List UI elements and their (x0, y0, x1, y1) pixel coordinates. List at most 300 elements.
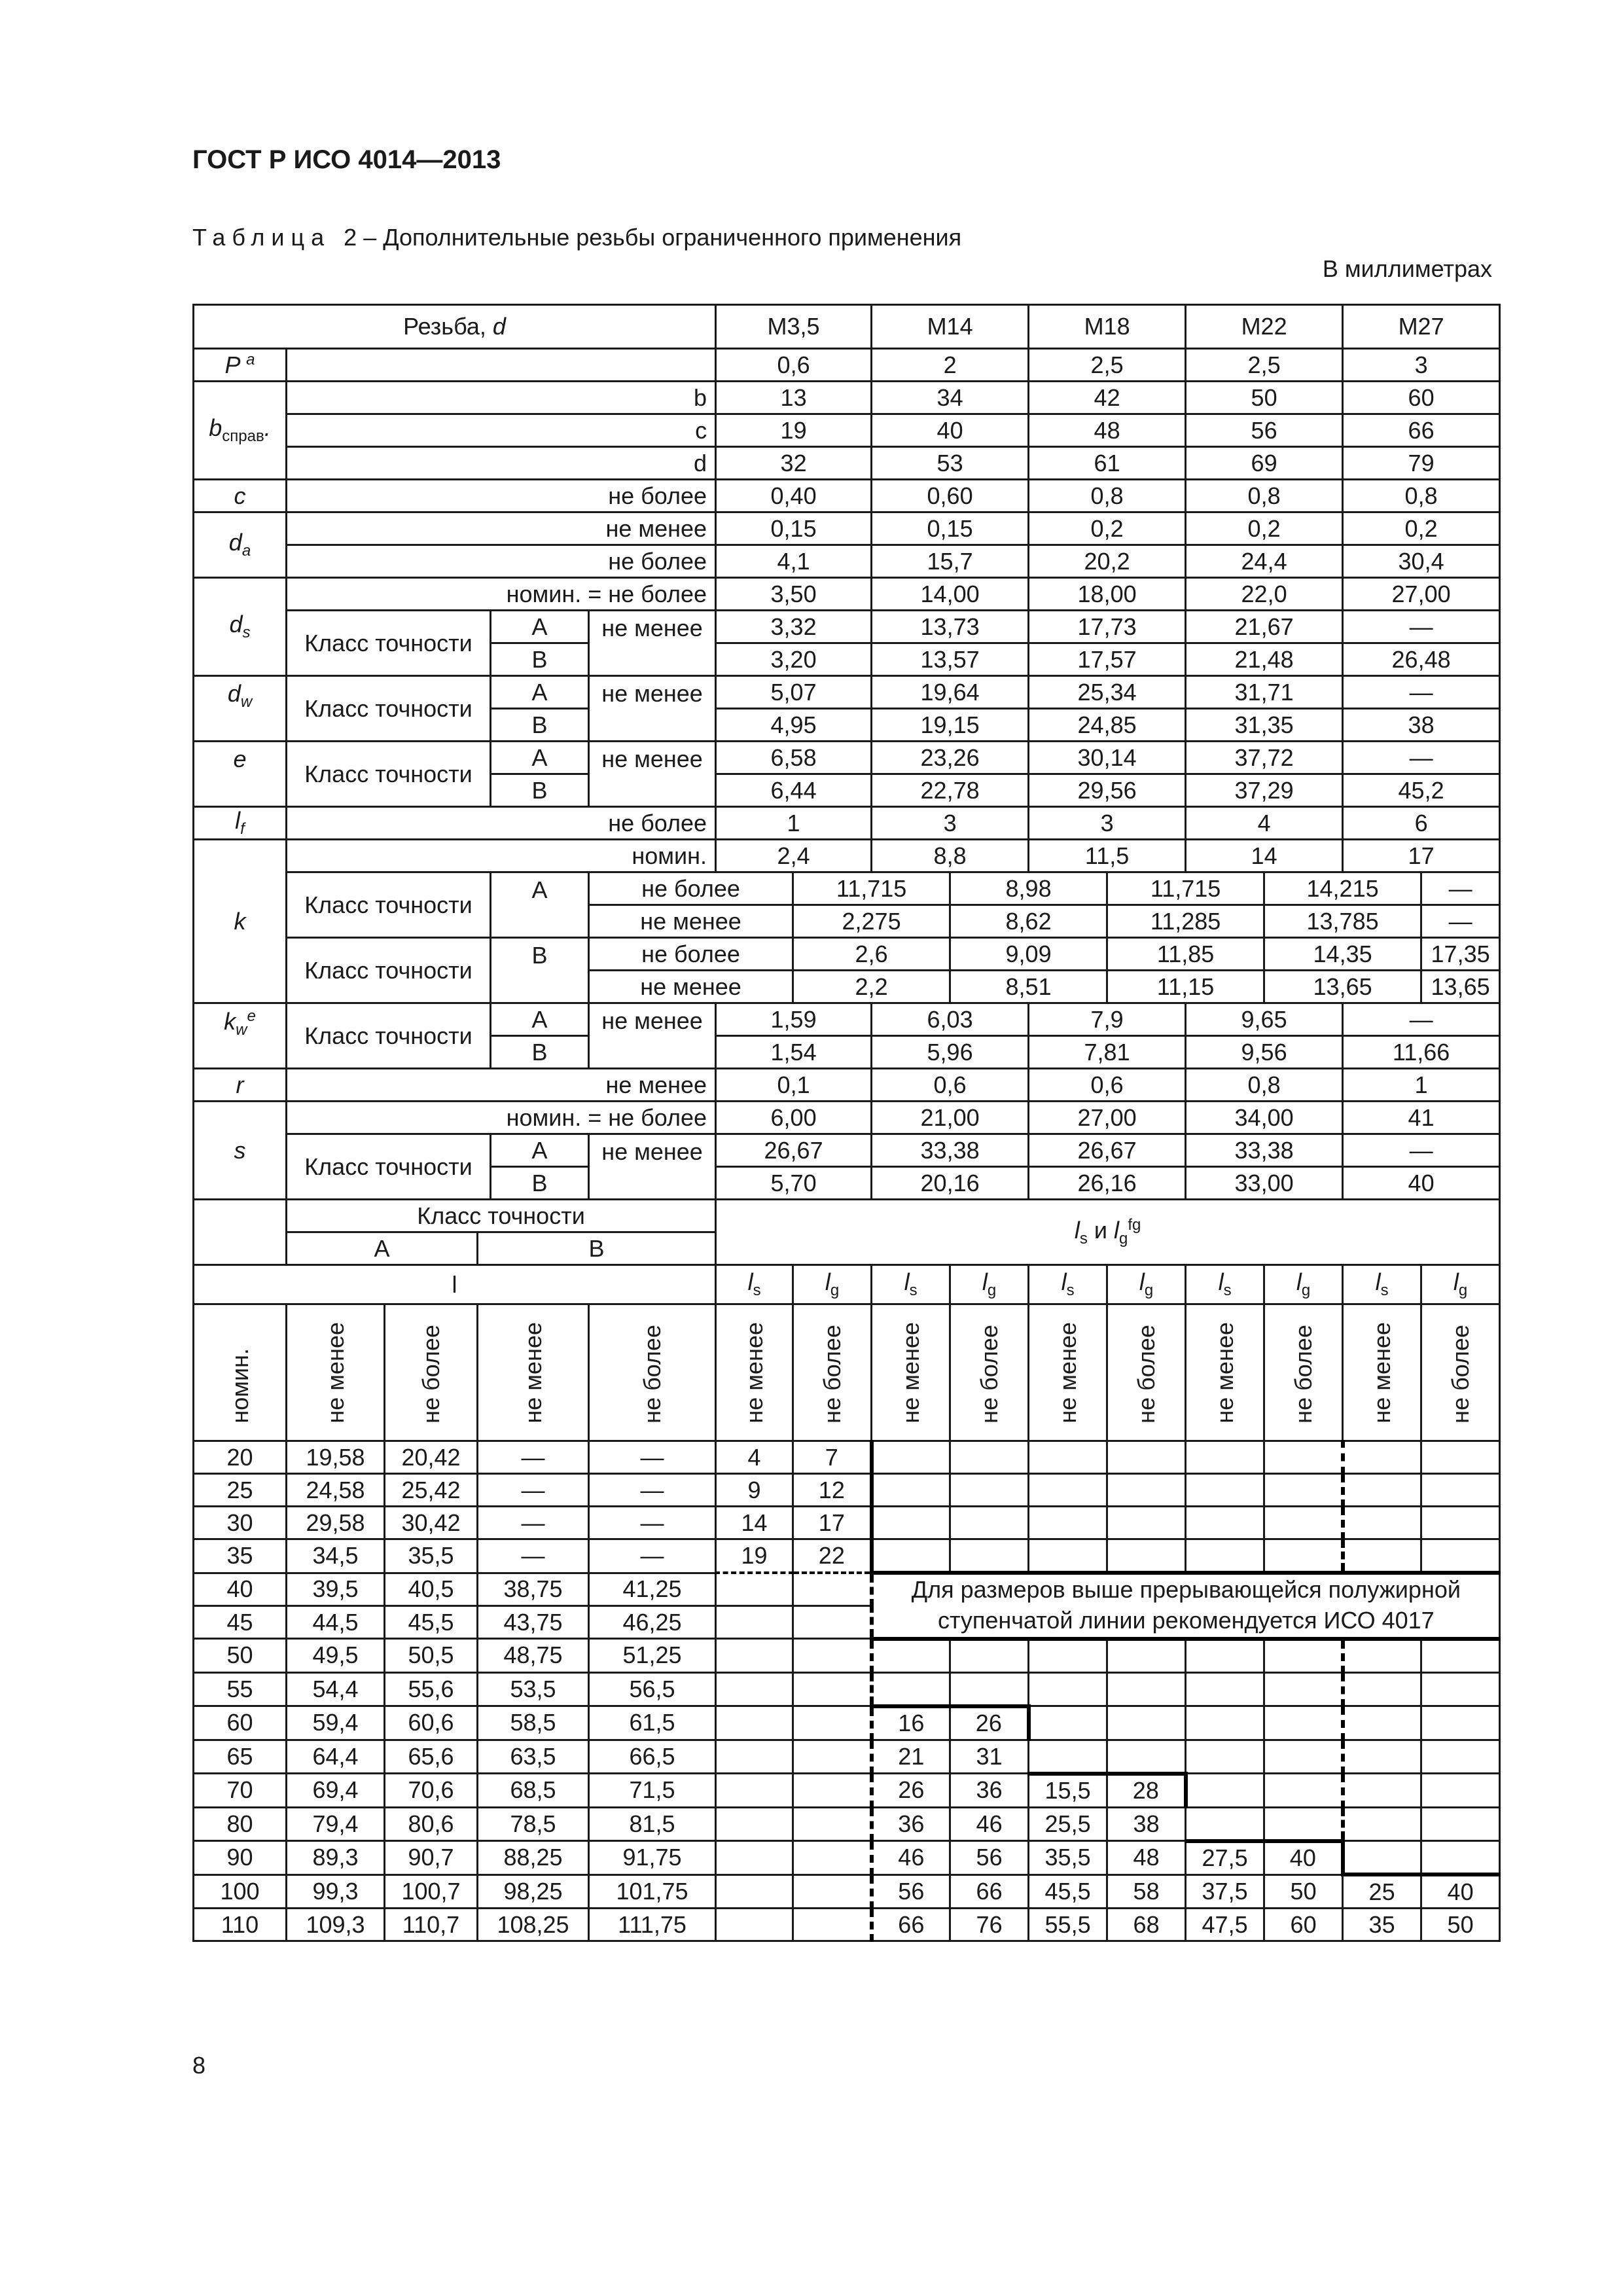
vertical-label (1186, 1304, 1264, 1441)
value-cell: 48,75 (478, 1639, 589, 1673)
value-cell: 53,5 (478, 1672, 589, 1706)
value-cell: 70,6 (385, 1774, 478, 1808)
ls-symbol: $l_s$ (716, 1265, 793, 1304)
value-cell: — (478, 1507, 589, 1539)
value-cell: 5,96 (872, 1036, 1029, 1069)
value-cell: 79 (1343, 447, 1500, 480)
row-s (194, 1134, 1500, 1167)
value-cell: 46,25 (589, 1606, 716, 1639)
row-lf (194, 807, 1500, 840)
limit-label: не менее (589, 676, 716, 742)
value-cell: 58,5 (478, 1706, 589, 1740)
value-cell: 3 (1343, 349, 1500, 382)
length-value: 12 (793, 1474, 872, 1507)
length-value: 40 (1264, 1841, 1343, 1875)
nominal-length: 110 (194, 1909, 287, 1941)
value-cell: 13,65 (1264, 971, 1421, 1003)
length-value (1186, 1539, 1264, 1573)
length-value: 25,5 (1029, 1807, 1107, 1841)
class-B: B (491, 1167, 589, 1200)
value-cell: 40 (1343, 1167, 1500, 1200)
value-cell: 0,8 (1343, 480, 1500, 512)
value-cell: 8,62 (950, 905, 1107, 938)
length-value: 7 (793, 1441, 872, 1474)
value-cell: 64,4 (287, 1740, 385, 1774)
lg-symbol: $l_g$ (950, 1265, 1029, 1304)
value-cell: 25,34 (1029, 676, 1186, 709)
accuracy-class-label: Класс точности (287, 1200, 716, 1232)
value-cell: 4 (1186, 807, 1343, 840)
length-value (793, 1639, 872, 1673)
length-value (1264, 1639, 1343, 1673)
limit-label: не более (287, 807, 716, 840)
caption-text: – Дополнительные резьбы ограниченного применения (363, 224, 962, 251)
length-value (716, 1706, 793, 1740)
row-da (194, 545, 1500, 578)
value-cell: 89,3 (287, 1841, 385, 1875)
length-value: 66 (950, 1874, 1029, 1909)
row-c (194, 480, 1500, 512)
length-limit-row (194, 1304, 1500, 1441)
value-cell: 26,48 (1343, 643, 1500, 676)
value-cell: 9,09 (950, 938, 1107, 971)
length-value (872, 1639, 950, 1673)
value-cell: 3,20 (716, 643, 872, 676)
value-cell: 24,58 (287, 1474, 385, 1507)
value-cell: 0,6 (716, 349, 872, 382)
param-k: k (194, 840, 287, 1003)
length-row (194, 1807, 1500, 1841)
length-value: 35,5 (1029, 1841, 1107, 1875)
length-value (1421, 1740, 1500, 1774)
accuracy-class-label: Класс точности (287, 872, 491, 938)
length-value (1107, 1740, 1186, 1774)
length-value (1107, 1706, 1186, 1740)
value-cell: 11,66 (1343, 1036, 1500, 1069)
value-cell: 37,72 (1186, 742, 1343, 774)
value-cell: 98,25 (478, 1874, 589, 1909)
length-value: 26 (872, 1774, 950, 1808)
length-value (716, 1841, 793, 1875)
length-value: 50 (1421, 1909, 1500, 1941)
sub-label: c (287, 414, 716, 447)
length-value: 45,5 (1029, 1874, 1107, 1909)
length-value (793, 1740, 872, 1774)
length-value (1186, 1706, 1264, 1740)
row-da (194, 512, 1500, 545)
value-cell: 30,14 (1029, 742, 1186, 774)
length-value (950, 1639, 1029, 1673)
blank-cell (194, 1200, 287, 1265)
value-cell: 91,75 (589, 1841, 716, 1875)
value-cell: — (589, 1507, 716, 1539)
class-A: A (287, 1232, 478, 1265)
length-value: 21 (872, 1740, 950, 1774)
limit-label: не менее (589, 905, 793, 938)
value-cell: 66 (1343, 414, 1500, 447)
value-cell: 69,4 (287, 1774, 385, 1808)
length-value (793, 1874, 872, 1909)
value-cell: 31,71 (1186, 676, 1343, 709)
value-cell: 3 (872, 807, 1029, 840)
value-cell: 55,6 (385, 1672, 478, 1706)
length-value (793, 1841, 872, 1875)
class-A: A (491, 611, 589, 643)
accuracy-class-label: Класс точности (287, 1134, 491, 1200)
value-cell: 38 (1343, 709, 1500, 742)
value-cell: 6 (1343, 807, 1500, 840)
vertical-text: не более (818, 1324, 846, 1424)
value-cell: 22,0 (1186, 578, 1343, 611)
value-cell: 7,81 (1029, 1036, 1186, 1069)
value-cell: 60 (1343, 382, 1500, 414)
iso-4017-note (872, 1573, 1500, 1639)
dimensions-table (192, 304, 1501, 1942)
thread-col-header: M3,5 (716, 305, 872, 349)
vertical-label (950, 1304, 1029, 1441)
param-b-ref: $b_{справ}$. (194, 382, 287, 480)
length-value (793, 1606, 872, 1639)
ls-symbol: $l_s$ (1029, 1265, 1107, 1304)
length-row (194, 1909, 1500, 1941)
value-cell: 80,6 (385, 1807, 478, 1841)
accuracy-class-label: Класс точности (287, 611, 491, 676)
length-value (1264, 1706, 1343, 1740)
value-cell: 54,4 (287, 1672, 385, 1706)
class-B: B (491, 774, 589, 807)
length-value (1343, 1507, 1421, 1539)
length-value (1264, 1774, 1343, 1808)
value-cell: 0,6 (1029, 1069, 1186, 1102)
ls-symbol: $l_s$ (872, 1265, 950, 1304)
length-value (1421, 1441, 1500, 1474)
value-cell: — (478, 1441, 589, 1474)
value-cell: 108,25 (478, 1909, 589, 1941)
vertical-text: не более (638, 1324, 666, 1424)
limit-label: не более (589, 872, 793, 905)
value-cell: 37,29 (1186, 774, 1343, 807)
value-cell: 34 (872, 382, 1029, 414)
length-value (1421, 1706, 1500, 1740)
value-cell: 1 (716, 807, 872, 840)
length-value (1421, 1474, 1500, 1507)
ls-lg-header: $l_s$ и $l_g^{fg}$ (716, 1200, 1500, 1265)
vertical-label (478, 1304, 589, 1441)
value-cell: 29,58 (287, 1507, 385, 1539)
value-cell: 9,65 (1186, 1003, 1343, 1036)
value-cell: 59,4 (287, 1706, 385, 1740)
blank-cell (287, 349, 716, 382)
length-value (1343, 1539, 1421, 1573)
nominal-length: 30 (194, 1507, 287, 1539)
value-cell: 11,5 (1029, 840, 1186, 872)
length-value (950, 1539, 1029, 1573)
limit-label: номин. = не более (287, 1102, 716, 1134)
length-value: 40 (1421, 1874, 1500, 1909)
note-text: Для размеров выше прерывающейся полужирной ступенчатой линии рекомендуется ИСО 4017 (911, 1576, 1461, 1634)
limit-label: не менее (589, 742, 716, 807)
page-number: 8 (192, 2052, 206, 2079)
vertical-label (1264, 1304, 1343, 1441)
value-cell: 0,40 (716, 480, 872, 512)
length-row (194, 1706, 1500, 1740)
length-value (793, 1774, 872, 1808)
length-value (1343, 1807, 1421, 1841)
ls-symbol: $l_s$ (1186, 1265, 1264, 1304)
accuracy-class-label: Класс точности (287, 676, 491, 742)
value-cell: 0,1 (716, 1069, 872, 1102)
length-value (793, 1909, 872, 1941)
length-value: 46 (950, 1807, 1029, 1841)
value-cell: 27,00 (1343, 578, 1500, 611)
row-b-ref (194, 414, 1500, 447)
value-cell: 33,38 (872, 1134, 1029, 1167)
value-cell: 13,57 (872, 643, 1029, 676)
value-cell: 11,715 (793, 872, 950, 905)
value-cell: 6,44 (716, 774, 872, 807)
param-kw: $k_w^e$ (194, 1003, 287, 1069)
limit-label: не менее (287, 1069, 716, 1102)
value-cell: 39,5 (287, 1573, 385, 1606)
vertical-text: не менее (1211, 1321, 1238, 1424)
value-cell: 56,5 (589, 1672, 716, 1706)
value-cell: 17,57 (1029, 643, 1186, 676)
value-cell: 11,285 (1107, 905, 1264, 938)
units-note: В миллиметрах (1322, 255, 1492, 282)
length-value (1343, 1740, 1421, 1774)
length-value (1264, 1441, 1343, 1474)
limit-label: не менее (589, 611, 716, 676)
value-cell: — (1421, 872, 1500, 905)
nominal-length: 35 (194, 1539, 287, 1573)
length-value: 36 (872, 1807, 950, 1841)
value-cell: 31,35 (1186, 709, 1343, 742)
class-B: B (491, 1036, 589, 1069)
length-value (872, 1672, 950, 1706)
vertical-text: номин. (226, 1348, 253, 1424)
value-cell: 8,98 (950, 872, 1107, 905)
value-cell: 49,5 (287, 1639, 385, 1673)
value-cell: 60,6 (385, 1706, 478, 1740)
length-row (194, 1573, 1500, 1606)
value-cell: 19 (716, 414, 872, 447)
value-cell: 66,5 (589, 1740, 716, 1774)
value-cell: 56 (1186, 414, 1343, 447)
nominal-length: 40 (194, 1573, 287, 1606)
length-value (1186, 1639, 1264, 1673)
length-value: 76 (950, 1909, 1029, 1941)
length-value (716, 1672, 793, 1706)
value-cell: 5,70 (716, 1167, 872, 1200)
length-value (716, 1573, 793, 1606)
class-B: B (491, 938, 589, 1003)
class-B: B (478, 1232, 716, 1265)
length-value: 15,5 (1029, 1774, 1107, 1808)
param-P: P $^a$ (194, 349, 287, 382)
caption-number: 2 (344, 224, 357, 251)
value-cell: 68,5 (478, 1774, 589, 1808)
length-value (716, 1807, 793, 1841)
value-cell: 2,275 (793, 905, 950, 938)
standard-title: ГОСТ Р ИСО 4014—2013 (192, 145, 501, 174)
value-cell: 110,7 (385, 1909, 478, 1941)
value-cell: 25,42 (385, 1474, 478, 1507)
length-value: 17 (793, 1507, 872, 1539)
value-cell: 100,7 (385, 1874, 478, 1909)
value-cell: 30,4 (1343, 545, 1500, 578)
value-cell: 18,00 (1029, 578, 1186, 611)
value-cell: 34,00 (1186, 1102, 1343, 1134)
limit-label: не более (589, 938, 793, 971)
value-cell: 6,00 (716, 1102, 872, 1134)
length-value (1107, 1672, 1186, 1706)
value-cell: 81,5 (589, 1807, 716, 1841)
length-row (194, 1740, 1500, 1774)
length-value (1343, 1841, 1421, 1875)
value-cell: 33,38 (1186, 1134, 1343, 1167)
value-cell: 9,56 (1186, 1036, 1343, 1069)
value-cell: 79,4 (287, 1807, 385, 1841)
vertical-label (793, 1304, 872, 1441)
value-cell: 35,5 (385, 1539, 478, 1573)
value-cell: 13,785 (1264, 905, 1421, 938)
vertical-text: не менее (1368, 1321, 1395, 1424)
nominal-length: 100 (194, 1874, 287, 1909)
length-value (1186, 1774, 1264, 1808)
value-cell: — (589, 1474, 716, 1507)
length-value (1186, 1507, 1264, 1539)
value-cell: 13,73 (872, 611, 1029, 643)
value-cell: 63,5 (478, 1740, 589, 1774)
limit-label: не менее (589, 971, 793, 1003)
length-value (1107, 1639, 1186, 1673)
value-cell: 13 (716, 382, 872, 414)
value-cell: 40,5 (385, 1573, 478, 1606)
value-cell: 0,8 (1186, 480, 1343, 512)
length-value: 47,5 (1186, 1909, 1264, 1941)
param-lf: $l_f$ (194, 807, 287, 840)
value-cell: 19,64 (872, 676, 1029, 709)
thread-col-header: M18 (1029, 305, 1186, 349)
value-cell: 0,15 (872, 512, 1029, 545)
value-cell: — (1343, 611, 1500, 643)
length-value (716, 1909, 793, 1941)
value-cell: 15,7 (872, 545, 1029, 578)
value-cell: 11,715 (1107, 872, 1264, 905)
value-cell: 29,56 (1029, 774, 1186, 807)
row-k (194, 872, 1500, 905)
value-cell: 40 (872, 414, 1029, 447)
length-value (1029, 1539, 1107, 1573)
limit-label: не менее (589, 1134, 716, 1200)
value-cell: 45,2 (1343, 774, 1500, 807)
thread-col-header: M22 (1186, 305, 1343, 349)
lg-symbol: $l_g$ (1421, 1265, 1500, 1304)
length-value (1421, 1539, 1500, 1573)
value-cell: 0,2 (1343, 512, 1500, 545)
length-value (1343, 1441, 1421, 1474)
class-A: A (491, 1134, 589, 1167)
value-cell: 7,9 (1029, 1003, 1186, 1036)
vertical-text: не менее (740, 1321, 768, 1424)
class-A: A (491, 1003, 589, 1036)
length-value (793, 1706, 872, 1740)
value-cell: 101,75 (589, 1874, 716, 1909)
length-value (1029, 1672, 1107, 1706)
table-caption (192, 224, 961, 251)
lg-symbol: $l_g$ (793, 1265, 872, 1304)
length-value (1264, 1539, 1343, 1573)
value-cell: 8,51 (950, 971, 1107, 1003)
length-value (1186, 1807, 1264, 1841)
value-cell: 4,95 (716, 709, 872, 742)
value-cell: 3 (1029, 807, 1186, 840)
row-s (194, 1102, 1500, 1134)
length-value (1029, 1441, 1107, 1474)
value-cell: 14,00 (872, 578, 1029, 611)
length-value (1029, 1706, 1107, 1740)
value-cell: 3,50 (716, 578, 872, 611)
class-B: B (491, 709, 589, 742)
vertical-label (1107, 1304, 1186, 1441)
nominal-length: 45 (194, 1606, 287, 1639)
thread-col-header: M14 (872, 305, 1029, 349)
accuracy-class-label: Класс точности (287, 742, 491, 807)
caption-word: Таблица (192, 224, 331, 251)
param-da: $d_a$ (194, 512, 287, 578)
value-cell: 78,5 (478, 1807, 589, 1841)
sub-label: b (287, 382, 716, 414)
value-cell: 0,2 (1029, 512, 1186, 545)
length-header-row (194, 1200, 1500, 1232)
row-b-ref (194, 447, 1500, 480)
row-r (194, 1069, 1500, 1102)
nominal-length: 25 (194, 1474, 287, 1507)
ls-symbol: $l_s$ (1343, 1265, 1421, 1304)
length-value (716, 1874, 793, 1909)
value-cell: 14,215 (1264, 872, 1421, 905)
length-value (1107, 1507, 1186, 1539)
length-row (194, 1639, 1500, 1673)
value-cell: 33,00 (1186, 1167, 1343, 1200)
value-cell: 13,65 (1421, 971, 1500, 1003)
value-cell: — (1343, 676, 1500, 709)
length-value: 25 (1343, 1874, 1421, 1909)
class-A: A (491, 872, 589, 938)
nominal-length: 70 (194, 1774, 287, 1808)
length-value (872, 1474, 950, 1507)
length-value (1421, 1672, 1500, 1706)
param-ds: $d_s$ (194, 578, 287, 676)
length-value (1343, 1639, 1421, 1673)
vertical-text: не менее (519, 1321, 546, 1424)
length-value: 19 (716, 1539, 793, 1573)
value-cell: 32 (716, 447, 872, 480)
value-cell: 5,07 (716, 676, 872, 709)
length-row (194, 1672, 1500, 1706)
vertical-label (287, 1304, 385, 1441)
row-k (194, 938, 1500, 971)
length-value (1186, 1672, 1264, 1706)
value-cell: 2,2 (793, 971, 950, 1003)
length-value: 66 (872, 1909, 950, 1941)
nominal-length: 60 (194, 1706, 287, 1740)
value-cell: 41 (1343, 1102, 1500, 1134)
length-value: 37,5 (1186, 1874, 1264, 1909)
value-cell: 22,78 (872, 774, 1029, 807)
value-cell: 34,5 (287, 1539, 385, 1573)
value-cell: 8,8 (872, 840, 1029, 872)
